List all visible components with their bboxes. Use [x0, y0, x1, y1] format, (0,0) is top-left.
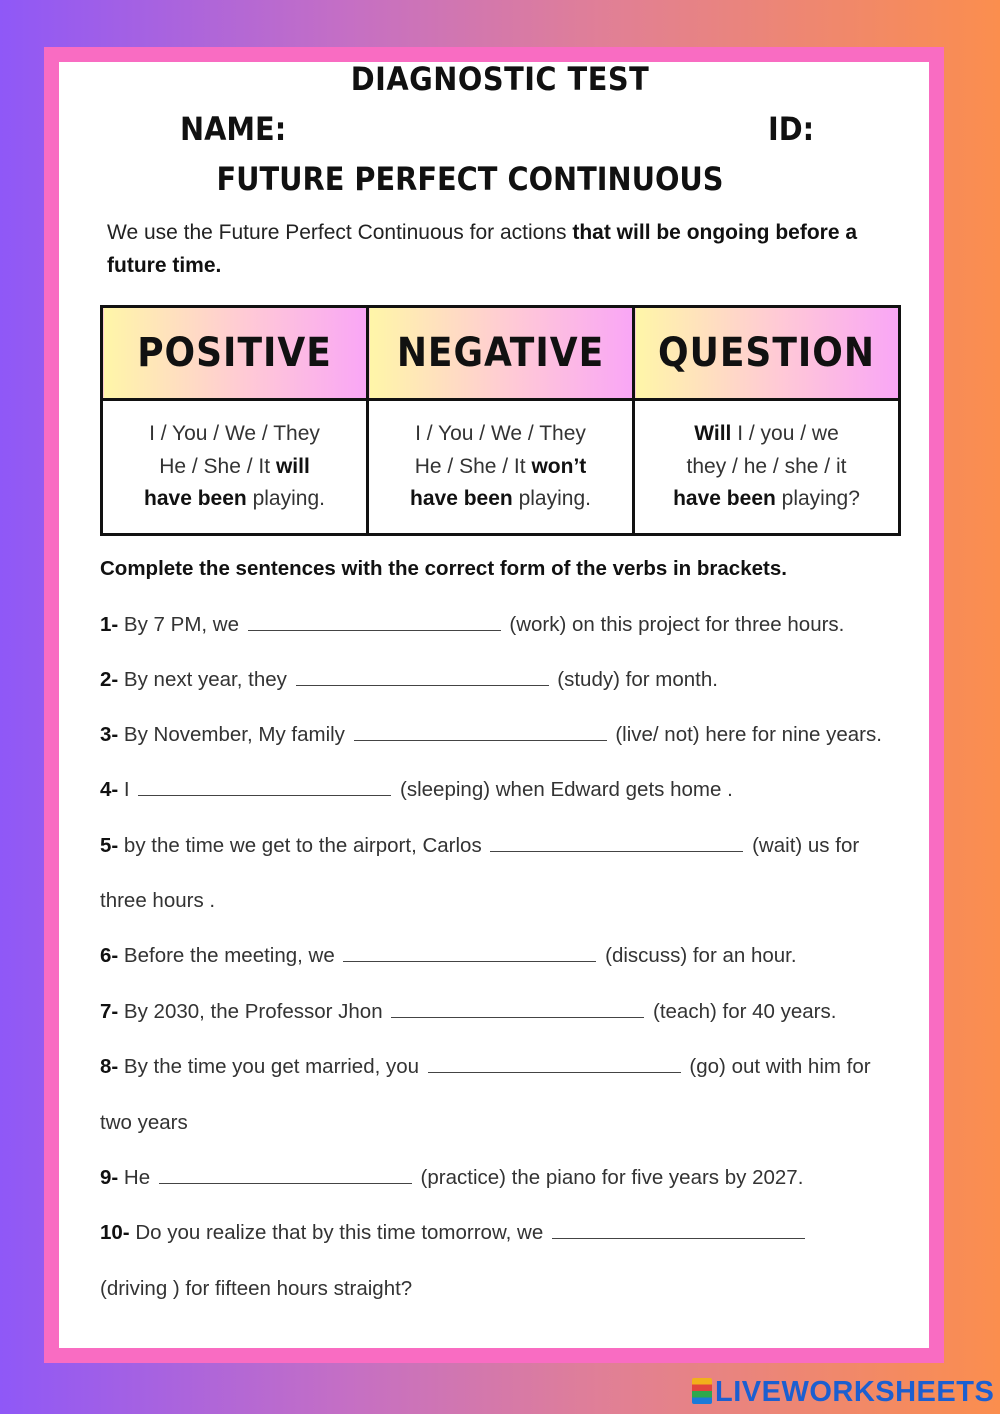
item-number: 6- [100, 944, 119, 967]
table-body-row [102, 400, 900, 535]
item-text-after: (wait) us for [746, 834, 860, 857]
item-text-after: (practice) the piano for five years by 2027. [414, 1166, 804, 1189]
intro-text [107, 216, 867, 282]
item-number: 7- [100, 1000, 119, 1023]
exercise-instruction: Complete the sentences with the correct form of the verbs in brackets. [100, 557, 787, 580]
item-text-before: by the time we get to the airport, Carlos [118, 834, 488, 857]
positive-line2b: will [275, 454, 310, 478]
answer-blank-9[interactable] [159, 1167, 412, 1184]
item-text-after: (sleeping) when Edward gets home . [394, 778, 733, 801]
negative-line3a: have been [410, 487, 513, 511]
item-number: 4- [100, 778, 119, 801]
positive-line3b: playing. [246, 487, 325, 511]
logo-badge-icon [692, 1378, 712, 1404]
item-text-before: By November, My family [118, 723, 351, 746]
page-title: DIAGNOSTIC TEST [350, 60, 650, 98]
negative-line1: I / You / We / They [415, 422, 586, 446]
item-text-after: (discuss) for an hour. [599, 944, 797, 967]
item-text-after: (work) on this project for three hours. [503, 613, 845, 636]
item-number: 5- [100, 834, 119, 857]
table-header-row [102, 307, 900, 400]
question-line3b: playing? [775, 487, 860, 511]
item-text-before: By next year, they [118, 668, 293, 691]
intro-bold: that will be ongoing before a future time. [107, 221, 858, 277]
item-number: 3- [100, 723, 119, 746]
exercise-item-8 [100, 1055, 900, 1079]
logo-text: LIVEWORKSHEETS [715, 1376, 995, 1408]
answer-blank-4[interactable] [138, 779, 391, 796]
answer-blank-2[interactable] [296, 669, 549, 686]
answer-blank-5[interactable] [490, 835, 743, 852]
item-number: 2- [100, 668, 119, 691]
exercise-item-10 [100, 1221, 900, 1245]
item-text-before: Do you realize that by this time tomorrow, we [129, 1221, 549, 1244]
item-text-before: He [118, 1166, 156, 1189]
exercise-item-9 [100, 1166, 900, 1190]
item-text-before: By 7 PM, we [118, 613, 245, 636]
liveworksheets-logo[interactable] [692, 1376, 994, 1409]
item-text-after: (live/ not) here for nine years. [609, 723, 882, 746]
name-label: NAME: [180, 110, 287, 148]
exercise-item-8-continued: two years [100, 1111, 188, 1134]
positive-line1: I / You / We / They [149, 422, 320, 446]
grammar-table [100, 305, 901, 536]
exercise-item-5 [100, 834, 900, 858]
exercise-item-6 [100, 944, 900, 968]
item-number: 1- [100, 613, 119, 636]
negative-heading: NEGATIVE [368, 307, 634, 400]
question-line1b: I / you / we [731, 422, 839, 446]
exercise-item-5-continued: three hours . [100, 889, 216, 912]
positive-cell [102, 400, 368, 535]
id-label: ID: [768, 110, 815, 148]
question-cell [634, 400, 900, 535]
exercise-item-4 [100, 778, 900, 802]
negative-line3b: playing. [512, 487, 591, 511]
question-line1a: Will [694, 422, 732, 446]
positive-line3a: have been [144, 487, 247, 511]
exercise-item-7 [100, 1000, 900, 1024]
item-text-before: By 2030, the Professor Jhon [118, 1000, 389, 1023]
exercise-item-3 [100, 723, 900, 747]
item-text-before: I [118, 778, 136, 801]
positive-heading: POSITIVE [102, 307, 368, 400]
item-number: 9- [100, 1166, 119, 1189]
answer-blank-6[interactable] [343, 945, 596, 962]
topic-subtitle: FUTURE PERFECT CONTINUOUS [216, 160, 724, 198]
intro-normal: We use the Future Perfect Continuous for actions [107, 221, 573, 244]
negative-line2b: won’t [531, 454, 587, 478]
exercise-item-10-continued: (driving ) for fifteen hours straight? [100, 1277, 413, 1300]
item-text-after: (study) for month. [551, 668, 718, 691]
answer-blank-7[interactable] [391, 1001, 644, 1018]
item-text-before: Before the meeting, we [118, 944, 341, 967]
item-text-after: (teach) for 40 years. [647, 1000, 837, 1023]
item-text-before: By the time you get married, you [118, 1055, 425, 1078]
positive-line2a: He / She / It [159, 454, 276, 478]
answer-blank-3[interactable] [354, 724, 607, 741]
item-number: 8- [100, 1055, 119, 1078]
negative-line2a: He / She / It [414, 454, 532, 478]
item-number: 10- [100, 1221, 130, 1244]
question-heading: QUESTION [634, 307, 900, 400]
answer-blank-1[interactable] [248, 614, 501, 631]
exercise-item-1 [100, 613, 900, 637]
exercise-item-2 [100, 668, 900, 692]
item-text-after: (go) out with him for [683, 1055, 871, 1078]
answer-blank-10[interactable] [552, 1222, 805, 1239]
negative-cell [368, 400, 634, 535]
question-line3a: have been [673, 487, 776, 511]
question-line2: they / he / she / it [686, 454, 847, 478]
answer-blank-8[interactable] [428, 1056, 681, 1073]
